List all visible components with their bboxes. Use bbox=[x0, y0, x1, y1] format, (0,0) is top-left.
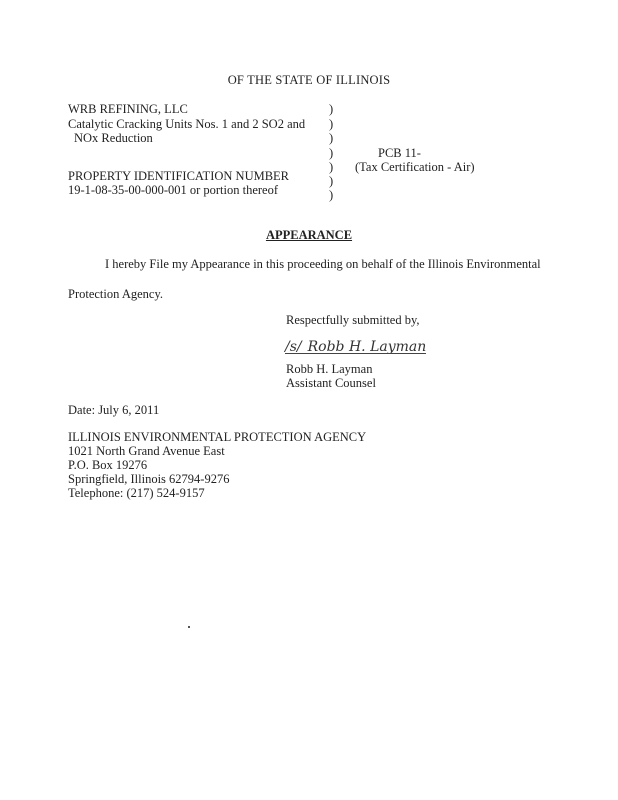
caption-paren: ) bbox=[329, 131, 334, 145]
caption-paren: ) bbox=[329, 160, 334, 174]
caption-pin-label: PROPERTY IDENTIFICATION NUMBER bbox=[68, 169, 290, 183]
agency-name: ILLINOIS ENVIRONMENTAL PROTECTION AGENCY bbox=[68, 430, 367, 444]
caption-paren: ) bbox=[329, 188, 334, 202]
case-type: (Tax Certification - Air) bbox=[355, 160, 475, 174]
document-title: APPEARANCE bbox=[265, 228, 353, 242]
signature-line bbox=[285, 340, 426, 354]
address-po-box: P.O. Box 19276 bbox=[68, 458, 148, 472]
signature bbox=[285, 340, 426, 354]
address-city: Springfield, Illinois 62794-9276 bbox=[68, 472, 230, 486]
closing-phrase: Respectfully submitted by, bbox=[286, 313, 420, 327]
scan-speck bbox=[188, 626, 190, 628]
caption-paren: ) bbox=[329, 146, 334, 160]
address-phone: Telephone: (217) 524-9157 bbox=[68, 486, 205, 500]
caption-pin-value: 19-1-08-35-00-000-001 or portion thereof bbox=[68, 183, 279, 197]
caption-description-line1: Catalytic Cracking Units Nos. 1 and 2 SO2 and bbox=[68, 117, 306, 131]
caption-description-line2: NOx Reduction bbox=[74, 131, 153, 145]
case-number: PCB 11- bbox=[378, 146, 421, 160]
address-street: 1021 North Grand Avenue East bbox=[68, 444, 225, 458]
court-heading: OF THE STATE OF ILLINOIS bbox=[227, 73, 391, 87]
signer-title: Assistant Counsel bbox=[286, 376, 376, 390]
caption-party-name: WRB REFINING, LLC bbox=[68, 102, 188, 116]
signer-name: Robb H. Layman bbox=[286, 362, 373, 376]
body-text-line1: I hereby File my Appearance in this proceeding on behalf of the Illinois Environmental bbox=[105, 257, 541, 271]
signature-script: Robb H. Layman bbox=[307, 339, 427, 355]
body-text-line2: Protection Agency. bbox=[68, 287, 164, 301]
date-line: Date: July 6, 2011 bbox=[68, 403, 160, 417]
caption-paren: ) bbox=[329, 102, 334, 116]
signature-prefix: /s/ bbox=[285, 339, 302, 355]
caption-paren: ) bbox=[329, 174, 334, 188]
caption-paren: ) bbox=[329, 117, 334, 131]
